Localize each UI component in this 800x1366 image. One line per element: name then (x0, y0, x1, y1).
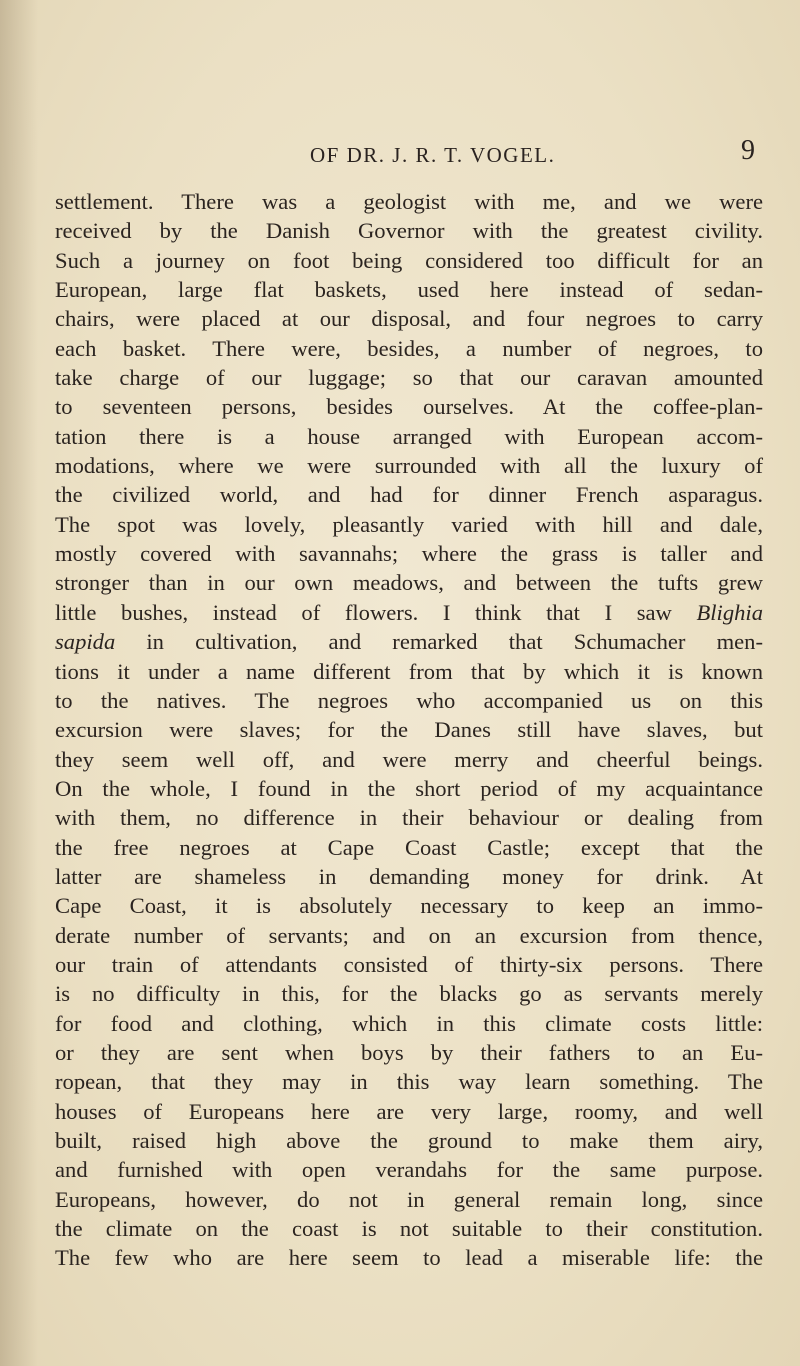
text-line: latter are shameless in demanding money for drink. At (55, 863, 763, 889)
text-line: The spot was lovely, pleasantly varied with hill and dale, (55, 511, 763, 537)
gutter-shadow (0, 0, 38, 1366)
text-line: Europeans, however, do not in general remain long, since (55, 1186, 763, 1212)
text-line: On the whole, I found in the short period of my acquaintance (55, 775, 763, 801)
text-line: Cape Coast, it is absolutely necessary to keep an immo- (55, 893, 763, 919)
text-line: to the natives. The negroes who accompanied us on this (55, 687, 763, 713)
text-line: Such a journey on foot being considered too difficult for an (55, 247, 763, 273)
text-line: with them, no difference in their behaviour or dealing from (55, 805, 763, 831)
body-text (55, 187, 763, 1273)
text-line: built, raised high above the ground to make them airy, (55, 1128, 763, 1153)
text-line: each basket. There were, besides, a number of negroes, to (55, 335, 763, 361)
text-segment: in cultivation, and remarked that Schumacher men- (146, 629, 763, 655)
italic-term: sapida (55, 629, 116, 655)
running-title: OF DR. J. R. T. VOGEL. (310, 143, 556, 167)
text-line: the free negroes at Cape Coast Castle; except that the (55, 834, 763, 860)
text-line: tions it under a name different from that by which it is known (55, 658, 763, 684)
text-line-with-italic (55, 627, 763, 656)
text-line-with-italic (55, 598, 763, 627)
text-line: mostly covered with savannahs; where the grass is taller and (55, 541, 763, 567)
text-line: the climate on the coast is not suitable to their constitution. (55, 1216, 763, 1242)
text-line: ropean, that they may in this way learn something. The (55, 1069, 763, 1095)
text-line: derate number of servants; and on an excursion from thence, (55, 922, 763, 948)
text-line: our train of attendants consisted of thirty-six persons. There (55, 951, 763, 977)
text-line: settlement. There was a geologist with me, and we were (55, 189, 763, 214)
text-line: excursion were slaves; for the Danes still have slaves, but (55, 717, 763, 743)
text-line: European, large flat baskets, used here instead of sedan- (55, 277, 763, 303)
text-line: for food and clothing, which in this climate costs little: (55, 1010, 763, 1036)
text-line: modations, where we were surrounded with all the luxury of (55, 453, 763, 479)
text-line: and furnished with open verandahs for the same purpose. (55, 1157, 763, 1183)
text-line: they seem well off, and were merry and cheerful beings. (55, 746, 763, 772)
text-line: the civilized world, and had for dinner French asparagus. (55, 482, 763, 508)
text-line: chairs, were placed at our disposal, and four negroes to carry (55, 306, 763, 332)
page-number: 9 (741, 135, 755, 166)
text-line: received by the Danish Governor with the greatest civility. (55, 218, 763, 244)
text-line: houses of Europeans here are very large, roomy, and well (55, 1098, 763, 1124)
running-head (0, 135, 800, 171)
text-segment: little bushes, instead of flowers. I think that I saw (55, 599, 672, 625)
text-line: is no difficulty in this, for the blacks go as servants merely (55, 981, 763, 1007)
text-line: The few who are here seem to lead a miserable life: the (55, 1245, 763, 1271)
text-line: take charge of our luggage; so that our caravan amounted (55, 365, 763, 391)
italic-term: Blighia (696, 599, 763, 625)
text-line: to seventeen persons, besides ourselves. At the coffee-plan- (55, 394, 763, 420)
text-line: stronger than in our own meadows, and between the tufts grew (55, 570, 763, 596)
text-line: or they are sent when boys by their fathers to an Eu- (55, 1039, 763, 1065)
text-line: tation there is a house arranged with European accom- (55, 423, 763, 449)
